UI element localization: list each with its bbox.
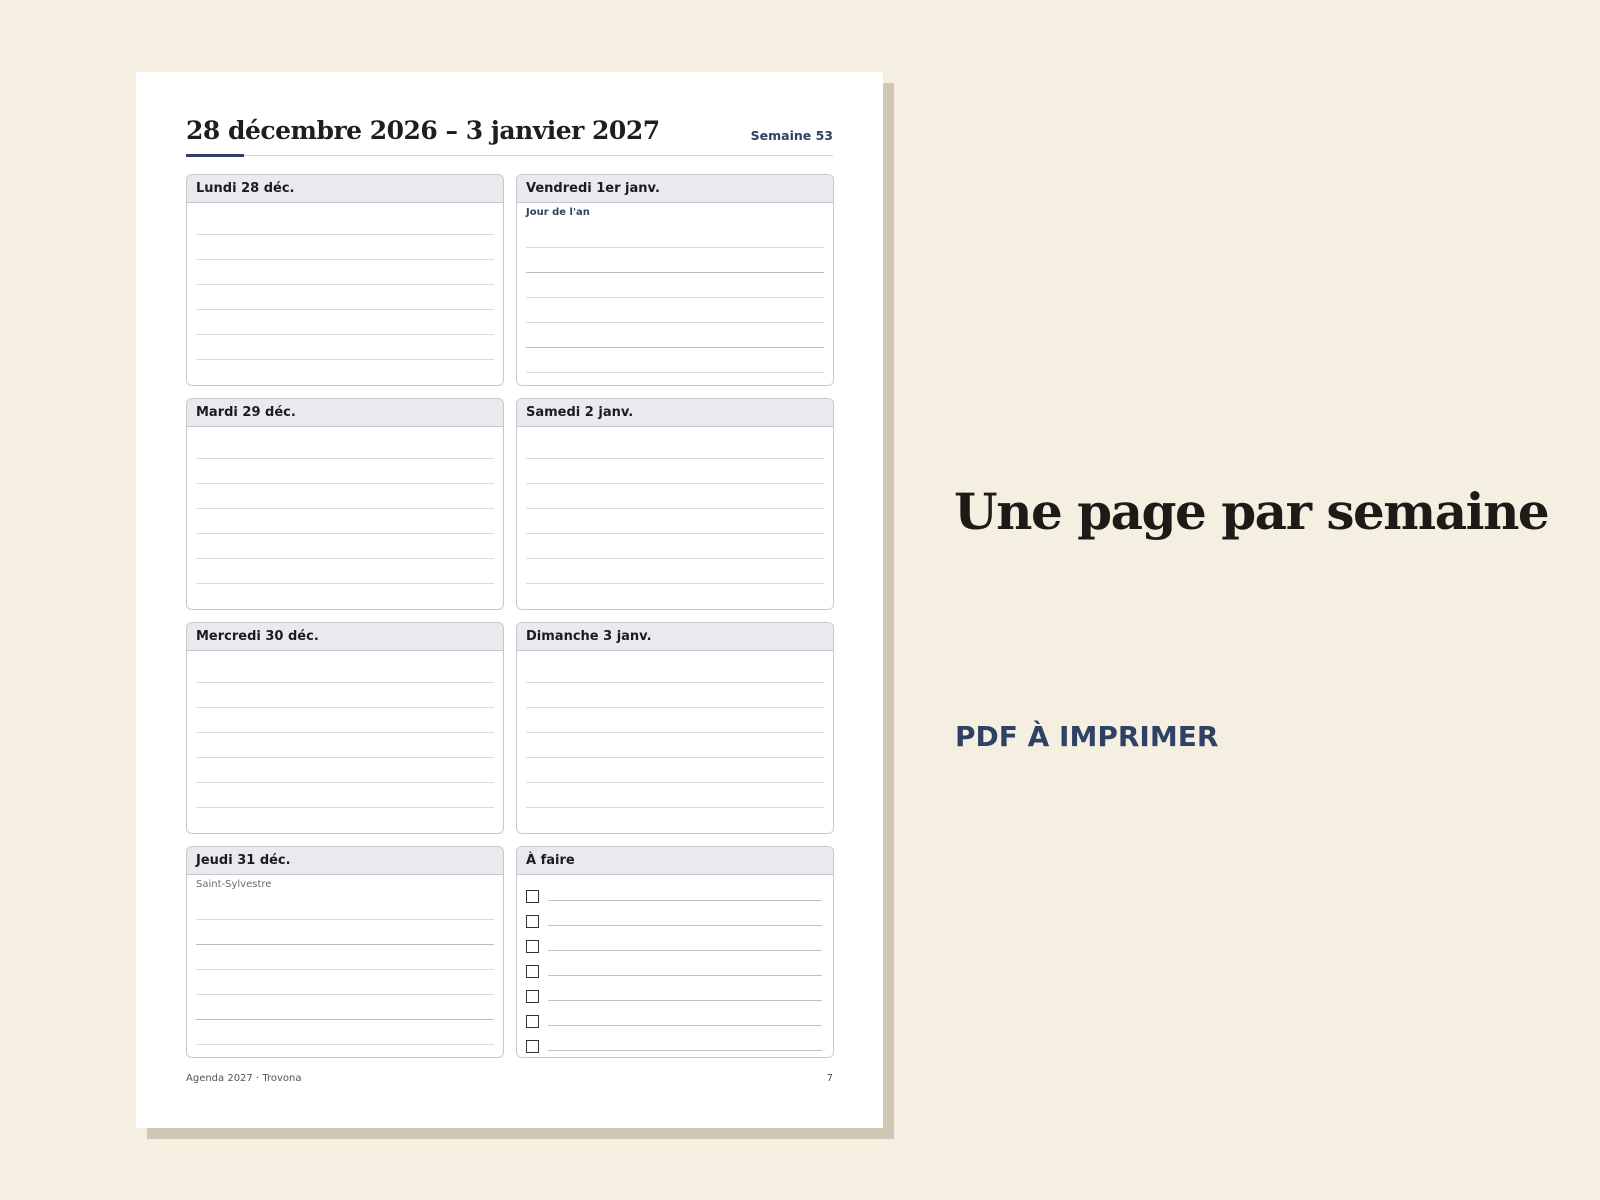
writing-line [196, 284, 494, 285]
writing-line [526, 533, 824, 534]
day-card-thursday [186, 846, 504, 1058]
writing-line [196, 359, 494, 360]
header-rule [186, 155, 833, 156]
todo-item [526, 985, 822, 1001]
promo-title: Une page par semaine [954, 482, 1549, 541]
writing-line [526, 807, 824, 808]
day-header: Mercredi 30 déc. [187, 623, 503, 651]
writing-line [196, 944, 494, 945]
day-header: Lundi 28 déc. [187, 175, 503, 203]
writing-line [196, 682, 494, 683]
day-lines [517, 651, 833, 833]
writing-line [526, 247, 824, 248]
todo-line [548, 1000, 822, 1001]
writing-line [526, 707, 824, 708]
writing-line [196, 1019, 494, 1020]
day-lines [517, 427, 833, 609]
writing-line [196, 994, 494, 995]
saint-note: Saint-Sylvestre [196, 879, 272, 890]
writing-line [196, 508, 494, 509]
checkbox-icon [526, 1040, 539, 1053]
day-card-wednesday [186, 622, 504, 834]
checkbox-icon [526, 940, 539, 953]
todo-item [526, 910, 822, 926]
checkbox-icon [526, 965, 539, 978]
writing-line [526, 732, 824, 733]
writing-line [196, 969, 494, 970]
holiday-note: Jour de l'an [526, 207, 590, 218]
writing-line [526, 558, 824, 559]
writing-line [526, 583, 824, 584]
writing-line [526, 458, 824, 459]
day-lines [187, 651, 503, 833]
writing-line [196, 483, 494, 484]
writing-line [526, 372, 824, 373]
writing-line [526, 682, 824, 683]
promo-subtitle: PDF À IMPRIMER [955, 720, 1219, 753]
checkbox-icon [526, 890, 539, 903]
todo-line [548, 1050, 822, 1051]
todo-item [526, 885, 822, 901]
writing-line [196, 757, 494, 758]
todo-item [526, 1010, 822, 1026]
writing-line [196, 259, 494, 260]
todo-line [548, 1025, 822, 1026]
writing-line [196, 782, 494, 783]
todo-line [548, 975, 822, 976]
writing-line [526, 347, 824, 348]
checkbox-icon [526, 1015, 539, 1028]
checkbox-icon [526, 990, 539, 1003]
writing-line [526, 297, 824, 298]
writing-line [196, 583, 494, 584]
writing-line [526, 757, 824, 758]
writing-line [196, 732, 494, 733]
writing-line [526, 508, 824, 509]
day-header: Mardi 29 déc. [187, 399, 503, 427]
day-lines [187, 427, 503, 609]
day-card-friday [516, 174, 834, 386]
day-header: Dimanche 3 janv. [517, 623, 833, 651]
day-card-saturday [516, 398, 834, 610]
todo-list [517, 875, 833, 1057]
day-header: Jeudi 31 déc. [187, 847, 503, 875]
todo-line [548, 900, 822, 901]
writing-line [196, 234, 494, 235]
writing-line [526, 483, 824, 484]
footer-brand: Agenda 2027 · Trovona [186, 1073, 302, 1084]
day-card-monday [186, 174, 504, 386]
week-number: Semaine 53 [750, 128, 833, 143]
page-number: 7 [826, 1073, 833, 1084]
writing-line [196, 458, 494, 459]
writing-line [196, 707, 494, 708]
writing-line [196, 558, 494, 559]
day-lines [517, 203, 833, 385]
day-lines [187, 203, 503, 385]
day-card-tuesday [186, 398, 504, 610]
planner-page [136, 72, 883, 1128]
writing-line [526, 322, 824, 323]
week-grid [186, 174, 834, 1030]
todo-item [526, 960, 822, 976]
todo-header: À faire [517, 847, 833, 875]
checkbox-icon [526, 915, 539, 928]
day-lines [187, 875, 503, 1057]
header-accent-rule [186, 154, 244, 157]
writing-line [526, 782, 824, 783]
writing-line [196, 334, 494, 335]
writing-line [196, 919, 494, 920]
todo-line [548, 925, 822, 926]
todo-card [516, 846, 834, 1058]
day-header: Vendredi 1er janv. [517, 175, 833, 203]
todo-line [548, 950, 822, 951]
day-card-sunday [516, 622, 834, 834]
page-title: 28 décembre 2026 – 3 janvier 2027 [186, 116, 660, 145]
writing-line [196, 807, 494, 808]
todo-item [526, 1035, 822, 1051]
writing-line [526, 272, 824, 273]
writing-line [196, 533, 494, 534]
writing-line [196, 1044, 494, 1045]
writing-line [196, 309, 494, 310]
day-header: Samedi 2 janv. [517, 399, 833, 427]
todo-item [526, 935, 822, 951]
